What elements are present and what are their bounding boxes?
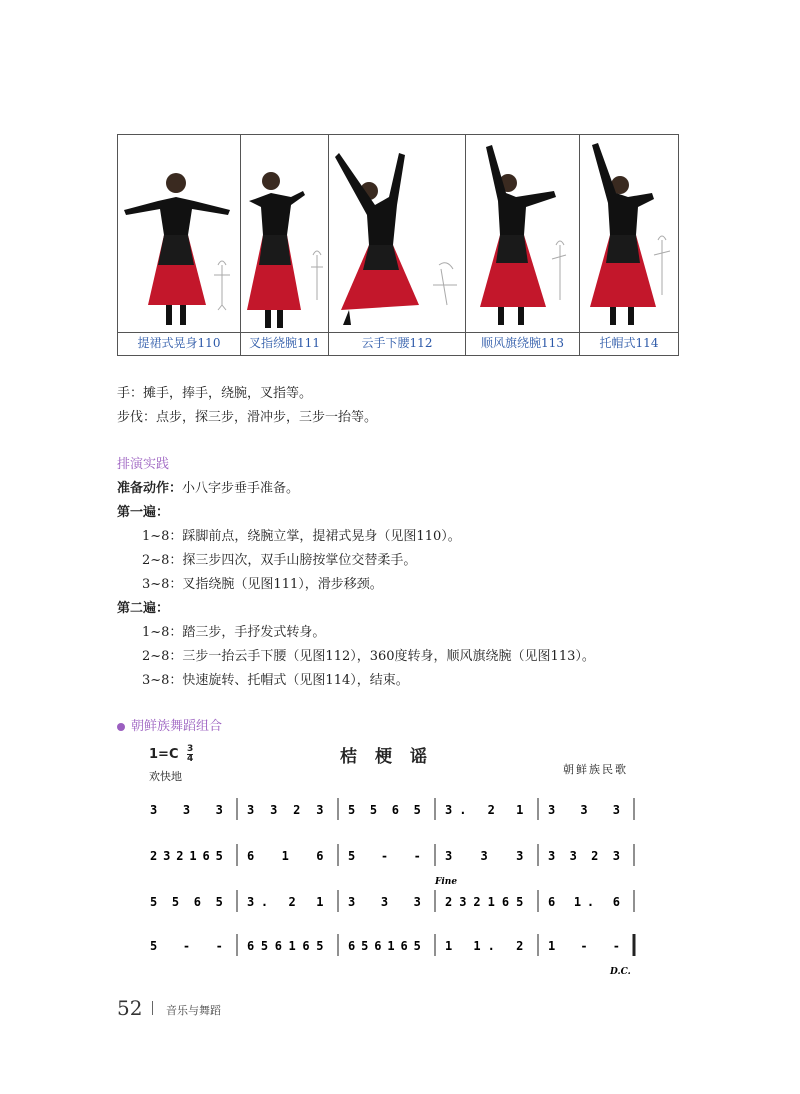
prep-text: 小八字步垂手准备。 — [182, 481, 300, 496]
time-bottom: 4 — [187, 754, 194, 764]
caption-110: 提裙式晃身110 — [118, 332, 240, 355]
score-measure: 5 - - — [348, 849, 421, 863]
caption-113: 顺风旗绕腕113 — [466, 332, 579, 355]
dancer-photo — [241, 135, 328, 333]
score-measure: 3 3 2 3 — [548, 849, 620, 863]
score-measure: 3 3 3 — [150, 803, 223, 817]
bullet-dot-icon — [117, 723, 125, 731]
score-measure: 3 3 2 3 — [247, 803, 324, 817]
photo-cell-110 — [118, 135, 241, 355]
composer: 朝鲜族民歌 — [563, 763, 628, 776]
caption-111: 叉指绕腕111 — [241, 332, 328, 355]
caption-114: 托帽式114 — [580, 332, 678, 355]
score-measure: 3. 2 1 — [247, 895, 324, 909]
photo-cell-112 — [329, 135, 466, 355]
fine-marking: Fine — [435, 877, 458, 887]
key-text: 1=C — [149, 747, 179, 762]
second-label: 第二遍： — [117, 601, 170, 616]
dancer-photo — [329, 135, 465, 333]
score-measure: 6 5 6 1 6 5 — [247, 939, 324, 953]
photo-cell-114 — [580, 135, 678, 355]
first-item: 1~8：踩脚前点，绕腕立掌，提裙式晃身（见图110）。 — [142, 529, 461, 544]
tempo-marking: 欢快地 — [149, 770, 182, 783]
dancer-photo — [580, 135, 678, 333]
second-item: 2~8：三步一抬云手下腰（见图112），360度转身，顺风旗绕腕（见图113）。 — [142, 649, 595, 664]
photo-cell-111 — [241, 135, 329, 355]
song-title: 桔梗谣 — [340, 747, 445, 767]
score-measure: 5 - - — [150, 939, 223, 953]
hand-line: 手：摊手，捧手，绕腕，叉指等。 — [117, 386, 313, 401]
first-label: 第一遍： — [117, 505, 170, 520]
second-item: 3~8：快速旋转、托帽式（见图114），结束。 — [142, 673, 409, 688]
first-item: 2~8：探三步四次，双手山膀按掌位交替柔手。 — [142, 553, 417, 568]
score-measure: 3. 2 1 — [445, 803, 524, 817]
score-measure: 1 1. 2 — [445, 939, 524, 953]
page-number: 52 — [117, 996, 143, 1020]
time-top: 3 — [187, 744, 194, 754]
step-line: 步伐：点步，探三步，滑冲步，三步一抬等。 — [117, 410, 378, 425]
practice-title: 排演实践 — [117, 457, 170, 472]
combo-title — [117, 715, 222, 734]
score-measure: 6 5 6 1 6 5 — [348, 939, 421, 953]
second-item: 1~8：踏三步，手抒发式转身。 — [142, 625, 326, 640]
score-measure: 2 3 2 1 6 5 — [150, 849, 223, 863]
book-title: 音乐与舞蹈 — [166, 1004, 221, 1017]
numbered-score — [140, 736, 640, 981]
photo-table — [117, 134, 679, 356]
score-measure: 2 3 2 1 6 5 — [445, 895, 524, 909]
dc-marking: D.C. — [610, 967, 631, 977]
footer-divider — [152, 1001, 153, 1015]
score-measure: 5 5 6 5 — [150, 895, 223, 909]
dancer-photo — [466, 135, 579, 333]
score-measure: 3 3 3 — [445, 849, 524, 863]
score-measure: 6 1 6 — [247, 849, 324, 863]
photo-cell-113 — [466, 135, 580, 355]
caption-112: 云手下腰112 — [329, 332, 465, 355]
score-measure: 3 3 3 — [348, 895, 421, 909]
score-measure: 1 - - — [548, 939, 620, 953]
combo-title-text: 朝鲜族舞蹈组合 — [131, 719, 223, 734]
dancer-photo — [118, 135, 240, 333]
score-measure: 3 3 3 — [548, 803, 620, 817]
prep-line — [117, 477, 299, 496]
score-measure: 5 5 6 5 — [348, 803, 421, 817]
prep-label: 准备动作： — [117, 481, 183, 496]
first-item: 3~8：叉指绕腕（见图111），滑步移颈。 — [142, 577, 383, 592]
score-measure: 6 1. 6 — [548, 895, 620, 909]
